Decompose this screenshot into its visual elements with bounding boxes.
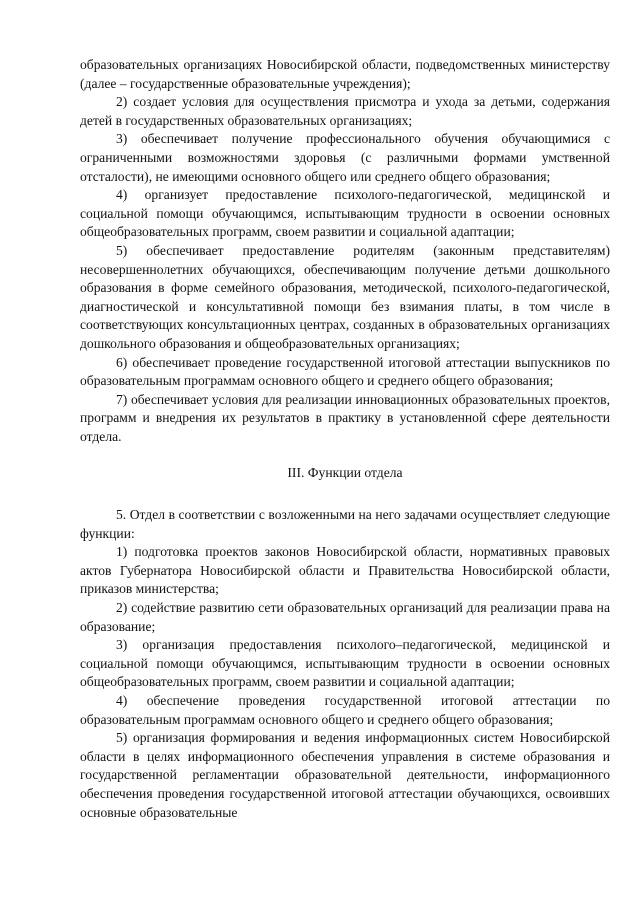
paragraph: 3) обеспечивает получение профессионального обучения обучающимися с ограниченными возможностями здоровья (с различными формами умственной отсталости), не имеющими основного общего или среднего общего образования; — [80, 131, 610, 184]
paragraph: 1) подготовка проектов законов Новосибирской области, нормативных правовых актов Губернатора Новосибирской области и Правительства Новосибирской области, приказов министерства; — [80, 544, 610, 597]
paragraph: 5) обеспечивает предоставление родителям (законным представителям) несовершеннолетних обучающихся, обеспечивающим получение детьми дошкольного образования в форме семейного образования, методической, психолого-педагогической, диагностической и консультативной помощи без взимания платы, в том числе в соответствующих консультационных центрах, созданных в образовательных организациях дошкольного образования и общеобразовательных организациях; — [80, 242, 610, 351]
paragraph: 5. Отдел в соответствии с возложенными на него задачами осуществляет следующие функции: — [80, 507, 610, 541]
paragraph: 3) организация предоставления психолого–педагогической, медицинской и социальной помощи обучающимся, испытывающим трудности в освоении основных общеобразовательных программ, своем развитии и социальной адаптации; — [80, 637, 610, 690]
paragraph: образовательных организациях Новосибирской области, подведомственных министерству (далее – государственные образовательные учреждения); — [80, 57, 610, 91]
paragraph: 6) обеспечивает проведение государственной итоговой аттестации выпускников по образовательным программам основного общего и среднего общего образования; — [80, 354, 610, 389]
paragraph: 7) обеспечивает условия для реализации инновационных образовательных проектов, программ и внедрения их результатов в практику в установленной сфере деятельности отдела. — [80, 391, 610, 444]
paragraph: 5) организация формирования и ведения информационных систем Новосибирской области в целях информационного обеспечения управления в системе образования и государственной регламентации образовательной деятельности, информационного обеспечения проведения государственной итоговой аттестации обучающихся, освоивших основные образовательные — [80, 730, 610, 820]
section-heading: III. Функции отдела — [287, 465, 403, 481]
paragraph: 2) содействие развитию сети образовательных организаций для реализации права на образование; — [80, 600, 610, 634]
document-page — [80, 56, 610, 822]
paragraphs-before — [80, 56, 610, 446]
paragraph: 4) организует предоставление психолого-педагогической, медицинской и социальной помощи обучающимся, испытывающим трудности в освоении основных общеобразовательных программ, своем развитии и социальной адаптации; — [80, 187, 610, 240]
paragraph: 4) обеспечение проведения государственной итоговой аттестации по образовательным программам основного общего и среднего общего образования; — [80, 693, 610, 727]
paragraphs-after — [80, 506, 610, 822]
paragraph: 2) создает условия для осуществления присмотра и ухода за детьми, содержания детей в государственных образовательных организациях; — [80, 94, 610, 128]
